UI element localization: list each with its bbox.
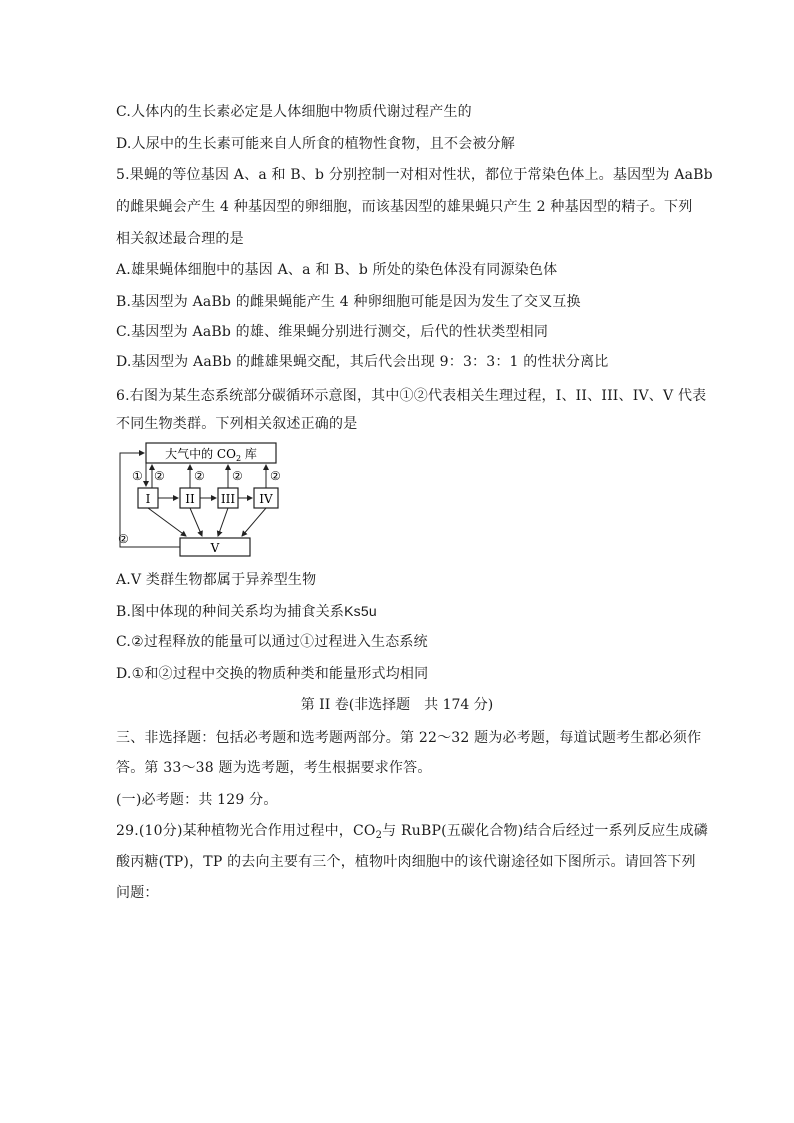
option-d-q4: D.人尿中的生长素可能来自人所食的植物性食物，且不会被分解 <box>116 136 515 152</box>
option-c-q4: C.人体内的生长素必定是人体细胞中物质代谢过程产生的 <box>116 104 472 120</box>
co2-pool-label: 大气中的 $CO_2$ 库 <box>165 447 257 463</box>
option-a-q5: A.雄果蝇体细胞中的基因 A、a 和 B、b 所处的染色体没有同源染色体 <box>116 262 558 278</box>
carbon-cycle-diagram <box>114 440 304 560</box>
question-5-line-1: 5.果蝇的等位基因 A、a 和 B、b 分别控制一对相对性状，都位于常染色体上。基因型为 AaBb <box>116 167 713 183</box>
option-a-q6: A.V 类群生物都属于异养型生物 <box>116 572 317 588</box>
option-d-q6: D.①和②过程中交换的物质种类和能量形式均相同 <box>116 666 429 682</box>
question-29-line-3: 问题： <box>116 885 159 901</box>
option-d-q5: D.基因型为 AaBb 的雌雄果蝇交配，其后代会出现 9：3：3：1 的性状分离比 <box>116 354 609 370</box>
option-c-q5: C.基因型为 AaBb 的雄、维果蝇分别进行测交，后代的性状类型相同 <box>116 324 549 340</box>
option-b-q5: B.基因型为 AaBb 的雌果蝇能产生 4 种卵细胞可能是因为发生了交叉互换 <box>116 294 581 310</box>
process-2-mark-a: ② <box>154 469 165 483</box>
option-b-q6-text: B.图中体现的种间关系均为捕食关系 <box>116 604 345 620</box>
process-1-mark: ① <box>132 469 143 483</box>
question-5-line-3: 相关叙述最合理的是 <box>116 231 244 247</box>
section-title: 第 II 卷(非选择题 共 174 分) <box>300 697 494 713</box>
process-2-mark-b: ② <box>194 469 205 483</box>
watermark-mark: Ks5u <box>344 603 377 619</box>
option-b-q6 <box>116 601 377 622</box>
instructions-line-2: 答。第 33～38 题为选考题，考生根据要求作答。 <box>116 760 432 776</box>
question-5-line-2: 的雌果蝇会产生 4 种基因型的卵细胞，而该基因型的雄果蝇只产生 2 种基因型的精子。下列 <box>116 199 693 215</box>
node-ii-label: II <box>185 492 195 506</box>
q29-subscript: 2 <box>375 830 383 841</box>
node-iii-label: III <box>220 492 236 506</box>
node-v-label: V <box>210 541 220 555</box>
instructions-line-1: 三、非选择题：包括必考题和选考题两部分。第 22～32 题为必考题，每道试题考生都必须作 <box>116 730 702 746</box>
node-i-label: I <box>145 492 151 506</box>
q29-text-b: 与 RuBP(五碳化合物)结合后经过一系列反应生成磷 <box>382 823 708 839</box>
question-6-line-2: 不同生物类群。下列相关叙述正确的是 <box>116 416 358 432</box>
question-29-line-1 <box>116 821 708 841</box>
question-29-line-2: 酸丙糖(TP)，TP 的去向主要有三个，植物叶肉细胞中的该代谢途径如下图所示。请回答下列 <box>116 854 696 870</box>
q29-text-a: 29.(10分)某种植物光合作用过程中，CO <box>116 823 376 839</box>
process-2-mark-c: ② <box>232 469 243 483</box>
required-heading: (一)必考题：共 129 分。 <box>116 792 278 808</box>
node-iv-label: IV <box>259 492 273 506</box>
process-2-mark-d: ② <box>270 469 281 483</box>
question-6-line-1: 6.右图为某生态系统部分碳循环示意图，其中①②代表相关生理过程，I、II、III、IV、V 代表 <box>116 388 707 404</box>
process-2-mark-e: ② <box>118 532 129 546</box>
option-c-q6: C.②过程释放的能量可以通过①过程进入生态系统 <box>116 634 428 650</box>
